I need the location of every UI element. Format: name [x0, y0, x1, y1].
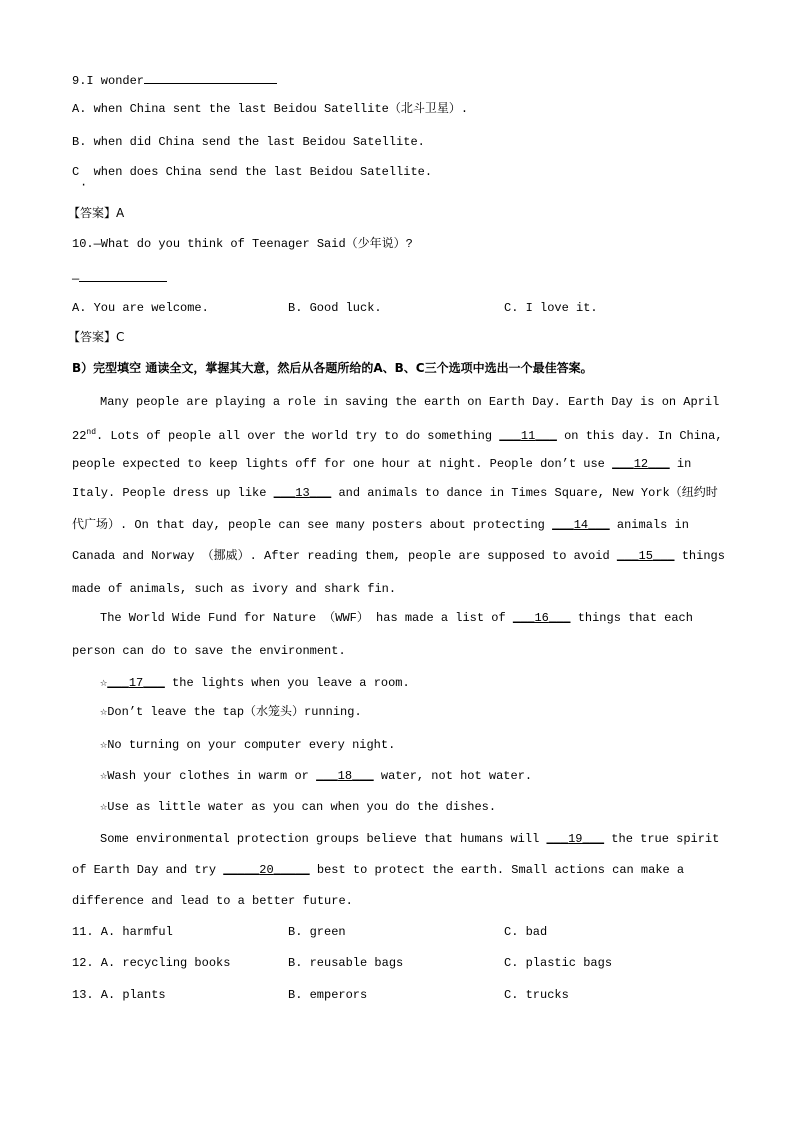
q10-answer: 【答案】C — [68, 330, 125, 344]
tip-2: ☆Don’t leave the tap（水笼头）running. — [100, 705, 362, 719]
blank-19: ___19___ — [546, 832, 605, 846]
tip-4: ☆Wash your clothes in warm or ___18___ water, not hot water. — [100, 769, 533, 783]
blank-13: ___13___ — [273, 486, 332, 500]
tip-5: ☆Use as little water as you can when you do the dishes. — [100, 800, 497, 814]
blank-11: ___11___ — [499, 429, 557, 443]
q9-option-c: C when does China send the last Beidou Satellite. — [72, 165, 433, 179]
option-13-b: B. emperors — [288, 988, 368, 1002]
option-13-a: 13. A. plants — [72, 988, 166, 1002]
dot-mark: · — [80, 178, 88, 192]
option-13-c: C. trucks — [504, 988, 569, 1002]
passage-line-8: The World Wide Fund for Nature （WWF） has made a list of ___16___ things that each — [100, 611, 693, 625]
q9-option-b: B. when did China send the last Beidou Satellite. — [72, 135, 425, 149]
passage-line-1: Many people are playing a role in saving the earth on Earth Day. Earth Day is on April — [100, 395, 720, 409]
tip-3: ☆No turning on your computer every night. — [100, 738, 396, 752]
passage-line-2: 22nd. Lots of people all over the world try to do something ___11___ on this day. In China, — [72, 428, 723, 443]
blank-15: ___15___ — [616, 549, 675, 563]
q10-option-c: C. I love it. — [504, 301, 598, 315]
passage-line-10: Some environmental protection groups believe that humans will ___19___ the true spirit — [100, 832, 720, 846]
tip-1: ☆___17___ the lights when you leave a room. — [100, 676, 410, 690]
option-12-a: 12. A. recycling books — [72, 956, 231, 970]
blank-17: ___17___ — [107, 676, 165, 690]
option-11-a: 11. A. harmful — [72, 925, 173, 939]
blank-12: ___12___ — [612, 457, 670, 471]
passage-line-6: Canada and Norway （挪威）. After reading them, people are supposed to avoid ___15___ things — [72, 549, 725, 563]
option-11-b: B. green — [288, 925, 346, 939]
passage-line-7: made of animals, such as ivory and shark fin. — [72, 582, 397, 596]
q10-stem: 10.—What do you think of Teenager Said（少年说）? — [72, 237, 413, 251]
option-12-b: B. reusable bags — [288, 956, 404, 970]
blank-18: ___18___ — [316, 769, 374, 783]
passage-line-4: Italy. People dress up like ___13___ and animals to dance in Times Square, New York（纽约时 — [72, 486, 718, 500]
blank-16: ___16___ — [512, 611, 571, 625]
q9-stem: 9.I wonder — [72, 71, 277, 89]
option-12-c: C. plastic bags — [504, 956, 613, 970]
section-b-heading: B）完型填空 通读全文，掌握其大意，然后从各题所给的A、B、C三个选项中选出一个最佳答案。 — [72, 361, 593, 375]
blank-14: ___14___ — [552, 518, 610, 532]
passage-line-9: person can do to save the environment. — [72, 644, 346, 658]
q10-option-b: B. Good luck. — [288, 301, 382, 315]
star-icon: ☆ — [100, 676, 108, 690]
passage-line-11: of Earth Day and try _____20_____ best to protect the earth. Small actions can make a — [72, 863, 685, 877]
blank-20: _____20_____ — [223, 863, 310, 877]
passage-line-3: people expected to keep lights off for one hour at night. People don’t use ___12___ in — [72, 457, 692, 471]
q9-option-a: A. when China sent the last Beidou Satellite（北斗卫星）. — [72, 102, 469, 116]
q9-blank — [144, 71, 277, 84]
option-11-c: C. bad — [504, 925, 548, 939]
q10-option-a: A. You are welcome. — [72, 301, 209, 315]
passage-line-5: 代广场）. On that day, people can see many posters about protecting ___14___ animals in — [72, 518, 689, 532]
passage-line-12: difference and lead to a better future. — [72, 894, 353, 908]
q10-blank — [79, 269, 167, 282]
q9-answer: 【答案】A — [68, 206, 125, 220]
q10-response: — — [72, 269, 167, 287]
